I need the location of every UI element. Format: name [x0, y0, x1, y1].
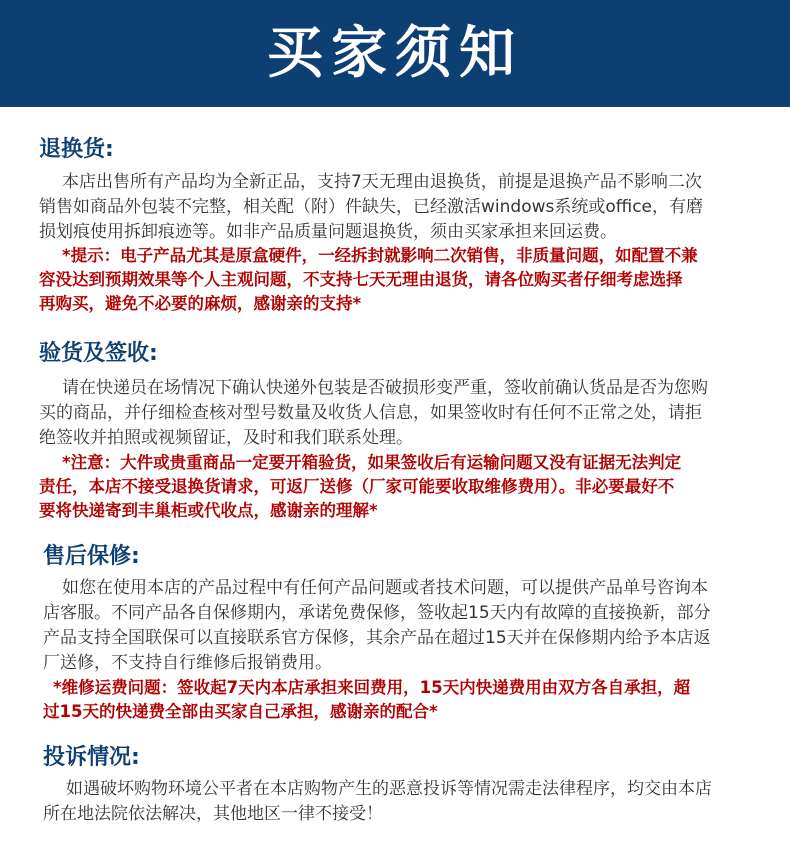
section-heading-warranty: 售后保修: — [43, 544, 140, 569]
warranty-body-line: 厂送修，不支持自行维修后报销费用。 — [43, 653, 332, 673]
inspection-notice-line: 要将快递寄到丰巢柜或代收点，感谢亲的理解* — [39, 501, 378, 520]
section-heading-complaints: 投诉情况: — [43, 745, 140, 770]
warranty-notice-line: *维修运费问题：签收起7天内本店承担来回费用，15天内快递费用由双方各自承担，超 — [53, 678, 691, 697]
returns-body-line: 销售如商品外包装不完整，相关配（附）件缺失，已经激活windows系统或office，有磨 — [39, 197, 703, 217]
inspection-body-line: 绝签收并拍照或视频留证，及时和我们联系处理。 — [39, 428, 413, 448]
warranty-body-line: 店客服。不同产品各自保修期内，承诺免费保修，签收起15天内有故障的直接换新，部分 — [43, 603, 711, 623]
returns-notice-line: 容没达到预期效果等个人主观问题，不支持七天无理由退货，请各位购买者仔细考虑选择 — [39, 270, 683, 289]
warranty-body-line: 如您在使用本店的产品过程中有任何产品问题或者技术问题，可以提供产品单号咨询本 — [62, 578, 708, 598]
warranty-body-line: 产品支持全国联保可以直接联系官方保修，其余产品在超过15天并在保修期内给予本店返 — [43, 628, 711, 648]
inspection-notice-line: 责任，本店不接受退换货请求，可返厂送修（厂家可能要收取维修费用）。非必要最好不 — [39, 477, 675, 496]
complaints-body-line: 所在地法院依法解决，其他地区一律不接受！ — [43, 804, 383, 824]
returns-body-line: 损划痕使用拆卸痕迹等。如非产品质量问题退换货，须由买家承担来回运费。 — [39, 222, 617, 242]
complaints-body-line: 如遇破坏购物环境公平者在本店购物产生的恶意投诉等情况需走法律程序，均交由本店 — [66, 779, 712, 799]
inspection-body-line: 买的商品，并仔细检查核对型号数量及收货人信息，如果签收时有任何不正常之处，请拒 — [39, 403, 702, 423]
returns-notice-line: *提示：电子产品尤其是原盒硬件，一经拆封就影响二次销售，非质量问题，如配置不兼 — [62, 246, 698, 265]
section-heading-inspection: 验货及签收: — [39, 341, 158, 366]
returns-body-line: 本店出售所有产品均为全新正品，支持7天无理由退换货，前提是退换产品不影响二次 — [62, 172, 702, 192]
inspection-notice-line: *注意：大件或贵重商品一定要开箱验货，如果签收后有运输问题又没有证据无法判定 — [62, 453, 682, 472]
section-heading-returns: 退换货: — [39, 137, 114, 162]
warranty-notice-line: 过15天的快递费全部由买家自己承担，感谢亲的配合* — [43, 702, 438, 721]
page-title: 买家须知 — [267, 21, 523, 86]
returns-notice-line: 再购买，避免不必要的麻烦，感谢亲的支持* — [39, 294, 362, 313]
inspection-body-line: 请在快递员在场情况下确认快递外包装是否破损形变严重，签收前确认货品是否为您购 — [62, 378, 708, 398]
